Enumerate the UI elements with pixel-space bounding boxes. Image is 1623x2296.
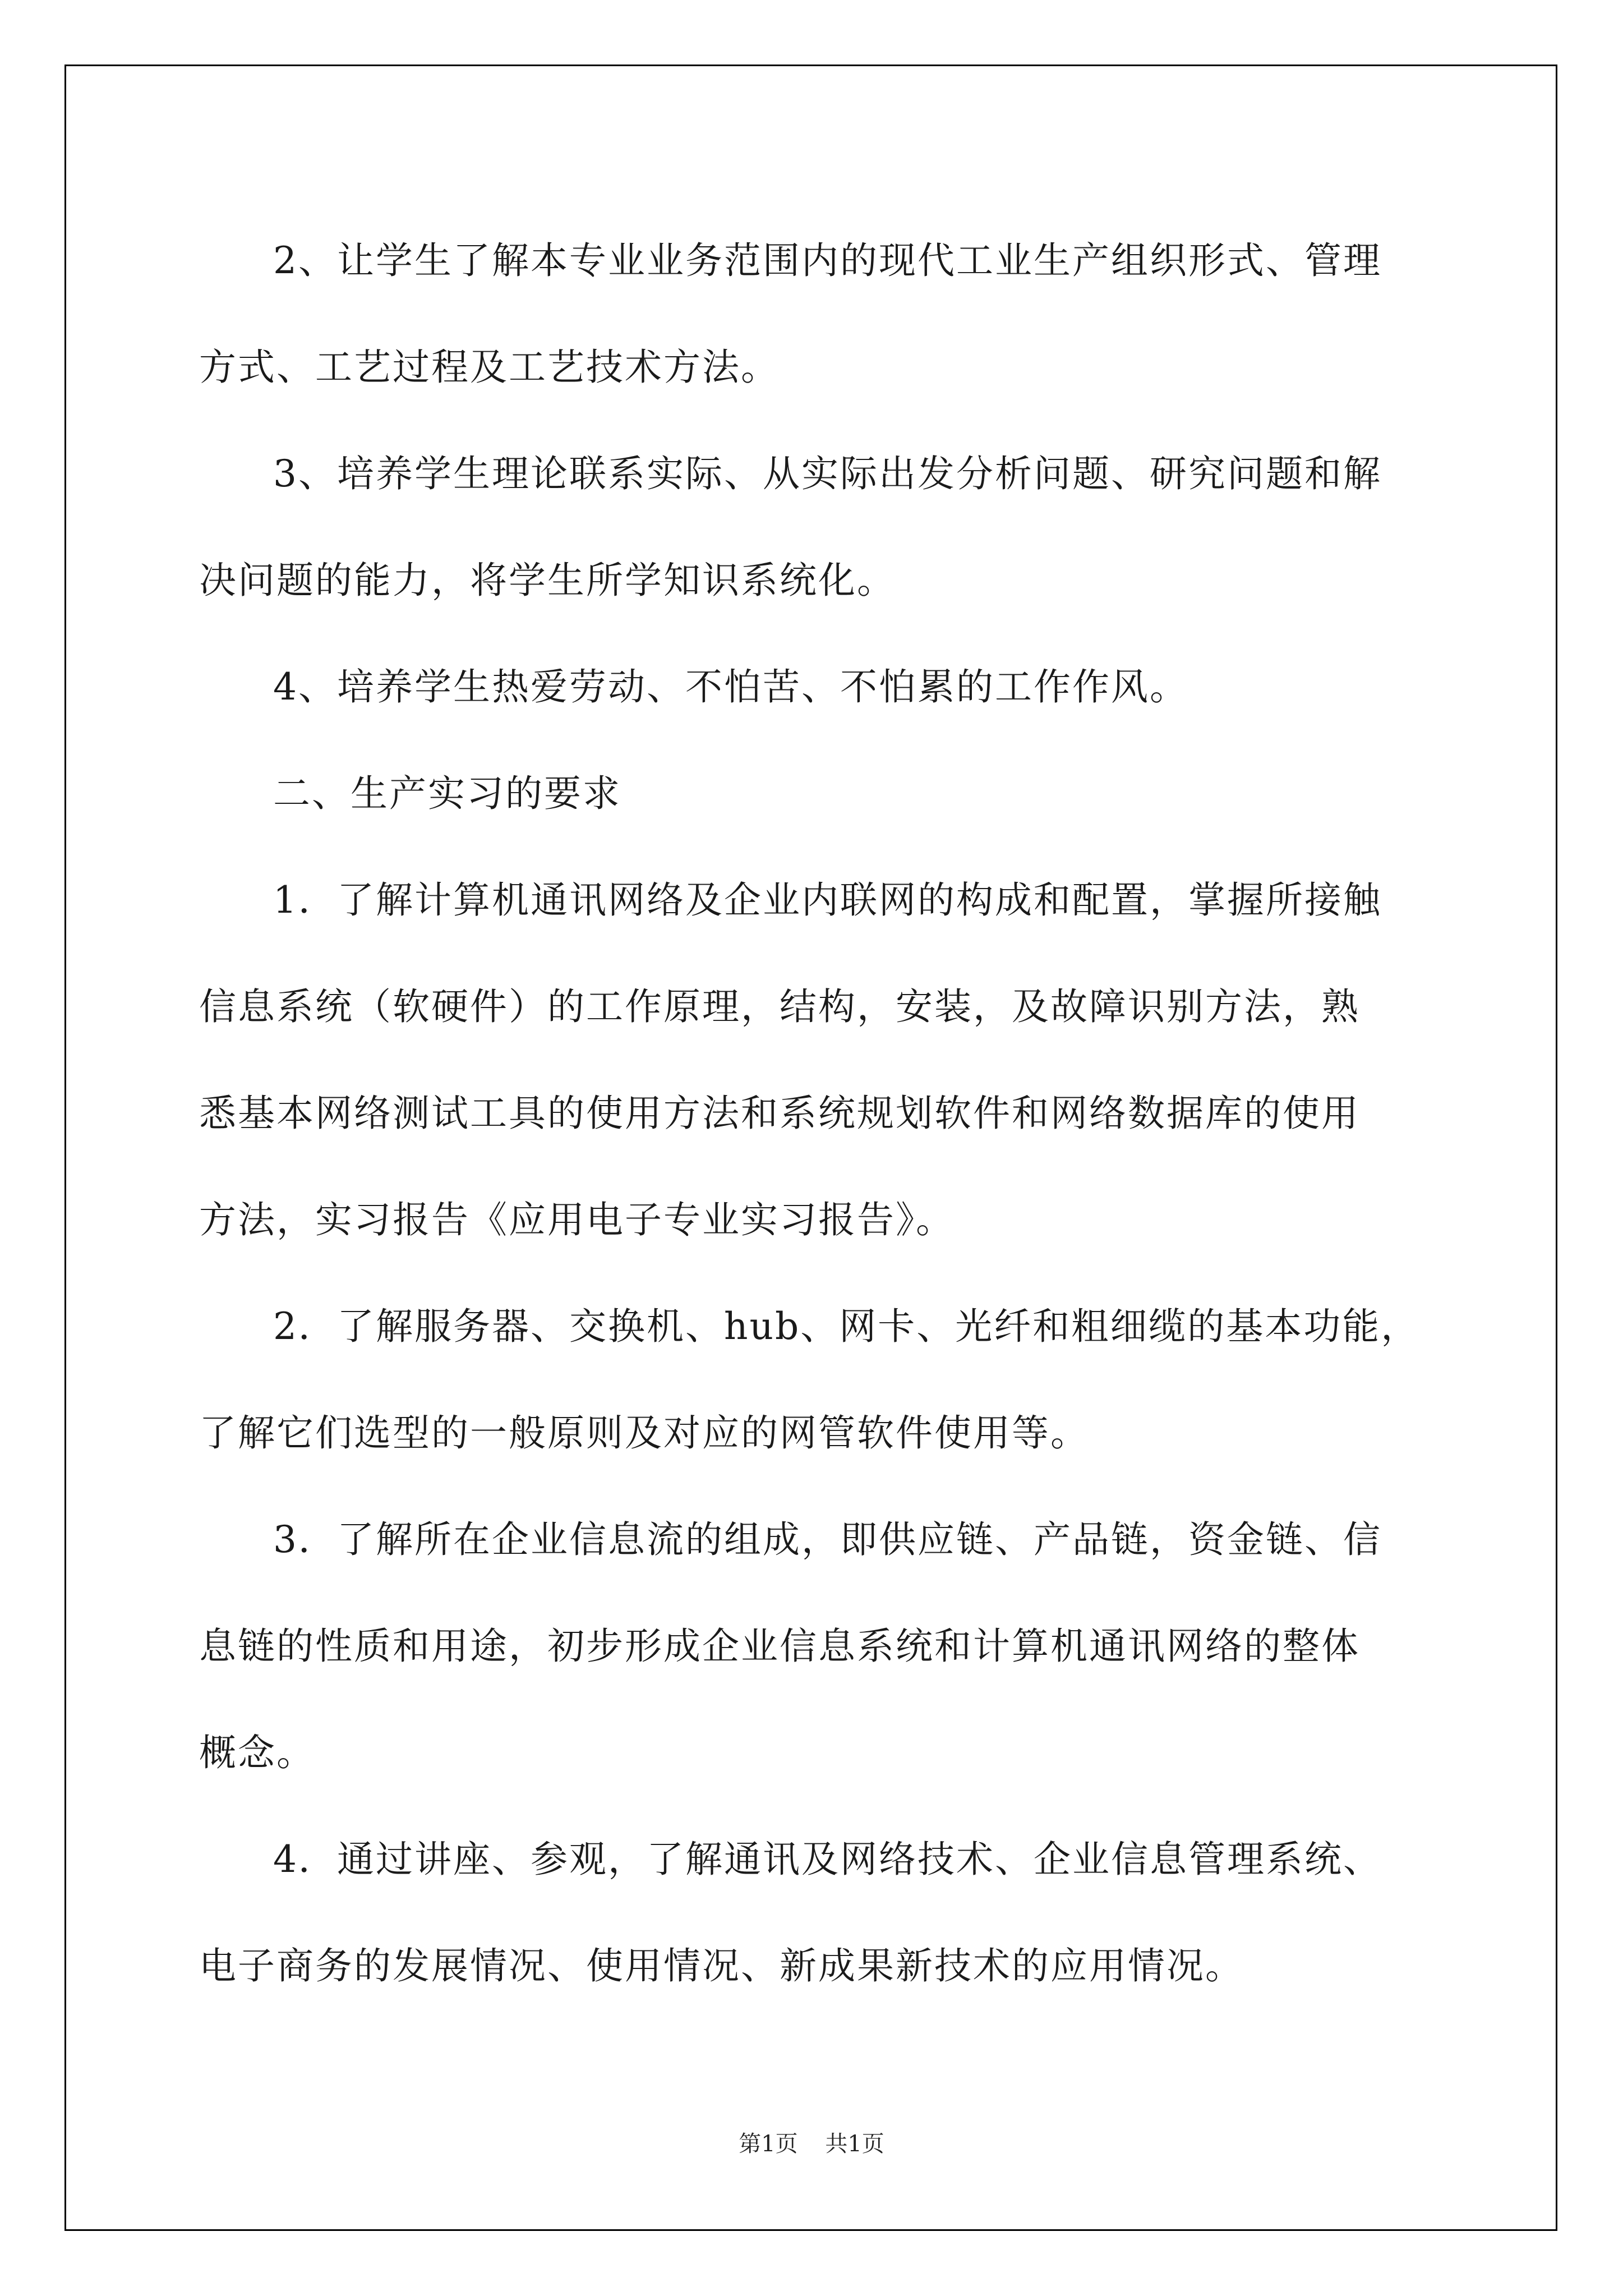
section-heading: 二、生产实习的要求	[273, 772, 621, 815]
text-line: 2、让学生了解本专业业务范围内的现代工业生产组织形式、管理	[273, 239, 1382, 282]
page-total: 共1页	[825, 2131, 884, 2157]
text-line: 了解它们选型的一般原则及对应的网管软件使用等。	[199, 1411, 1089, 1455]
text-line: 概念。	[199, 1731, 315, 1774]
page-number: 第1页	[739, 2131, 798, 2157]
text-line: 方法，实习报告《应用电子专业实习报告》。	[199, 1198, 955, 1241]
text-line: 决问题的能力，将学生所学知识系统化。	[199, 559, 896, 602]
text-line: 信息系统（软硬件）的工作原理，结构，安装，及故障识别方法，熟	[199, 985, 1360, 1028]
text-line: 悉基本网络测试工具的使用方法和系统规划软件和网络数据库的使用	[199, 1092, 1360, 1135]
text-line: 1．了解计算机通讯网络及企业内联网的构成和配置，掌握所接触	[273, 878, 1382, 922]
text-line: 2．了解服务器、交换机、hub、网卡、光纤和粗细缆的基本功能，	[273, 1305, 1420, 1348]
document-body	[199, 208, 1433, 2019]
text-line: 电子商务的发展情况、使用情况、新成果新技术的应用情况。	[199, 1944, 1244, 1987]
text-line: 3．了解所在企业信息流的组成，即供应链、产品链，资金链、信	[273, 1518, 1382, 1561]
text-line: 息链的性质和用途，初步形成企业信息系统和计算机通讯网络的整体	[199, 1625, 1360, 1668]
text-line: 3、培养学生理论联系实际、从实际出发分析问题、研究问题和解	[273, 452, 1382, 495]
text-line: 4．通过讲座、参观，了解通讯及网络技术、企业信息管理系统、	[273, 1838, 1382, 1881]
page-footer	[0, 2126, 1623, 2158]
text-line: 4、培养学生热爱劳动、不怕苦、不怕累的工作作风。	[273, 665, 1188, 708]
text-line: 方式、工艺过程及工艺技术方法。	[199, 346, 780, 389]
